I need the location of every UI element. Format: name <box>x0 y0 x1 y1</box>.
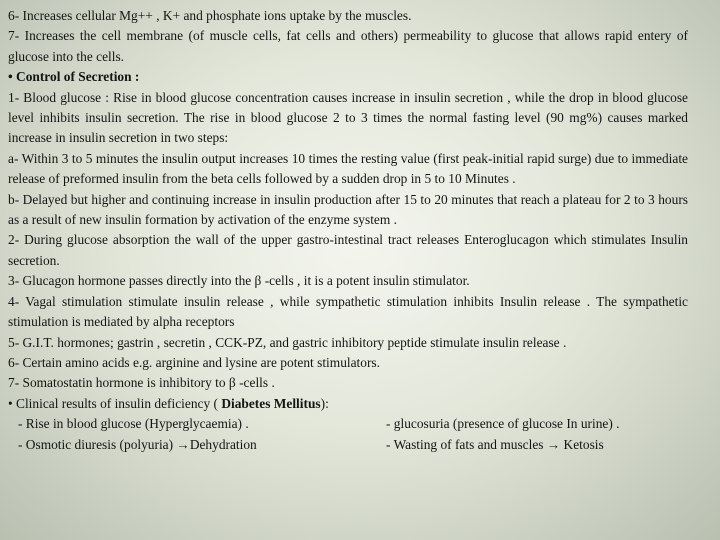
paragraph-glucagon: 3- Glucagon hormone passes directly into the β -cells , it is a potent insulin stimulator. <box>8 273 470 289</box>
clinical-prefix: • Clinical results of insulin deficiency ( <box>8 395 222 411</box>
heading-control-of-secretion: • Control of Secretion : <box>8 69 140 85</box>
paragraph-amino-acids: 6- Certain amino acids e.g. arginine and lysine are potent stimulators. <box>8 354 380 370</box>
paragraph-blood-glucose: 1- Blood glucose : Rise in blood glucose concentration causes increase in insulin secretion , while the drop in blood glucose level inhibits insulin secretion. The rise in blood glucose 2 to 3 times the normal fasting level (90 mg%) causes marked increase in insulin secretion in two steps: <box>8 89 688 146</box>
result-item: - Osmotic diuresis (polyuria) →Dehydration <box>18 436 257 452</box>
paragraph-7: 7- Increases the cell membrane (of muscle cells, fat cells and others) permeability to glucose that allows rapid entery of glucose into the cells. <box>8 28 688 64</box>
results-row <box>8 414 688 434</box>
results-row <box>8 435 688 455</box>
result-item: - glucosuria (presence of glucose In urine) . <box>386 416 620 432</box>
heading-clinical-results <box>8 394 688 414</box>
paragraph-step-b: b- Delayed but higher and continuing increase in insulin production after 15 to 20 minutes that reach a plateau for 2 to 3 hours as a result of new insulin formation by activation of the enzyme system . <box>8 191 688 228</box>
paragraph-glucose-absorption: 2- During glucose absorption the wall of the upper gastro-intestinal tract releases Enteroglucagon which stimulates Insulin secretion. <box>8 232 688 268</box>
paragraph-vagal: 4- Vagal stimulation stimulate insulin release , while sympathetic stimulation inhibits Insulin release . The sympathetic stimulation is mediated by alpha receptors <box>8 293 688 330</box>
slide-text <box>8 6 688 455</box>
paragraph-git-hormones: 5- G.I.T. hormones; gastrin , secretin , CCK-PZ, and gastric inhibitory peptide stimulate insulin release . <box>8 334 567 350</box>
paragraph-somatostatin: 7- Somatostatin hormone is inhibitory to β -cells . <box>8 375 275 391</box>
clinical-diabetes-mellitus: Diabetes Mellitus <box>221 395 321 411</box>
paragraph-6: 6- Increases cellular Mg++ , K+ and phosphate ions uptake by the muscles. <box>8 8 412 23</box>
clinical-suffix: ): <box>320 395 329 411</box>
result-item: - Rise in blood glucose (Hyperglycaemia) . <box>18 416 249 432</box>
result-item: - Wasting of fats and muscles → Ketosis <box>386 436 604 452</box>
paragraph-step-a: a- Within 3 to 5 minutes the insulin output increases 10 times the resting value (first peak-initial rapid surge) due to immediate release of preformed insulin from the beta cells followed by a sudden drop in 5 to 10 Minutes . <box>8 150 688 187</box>
